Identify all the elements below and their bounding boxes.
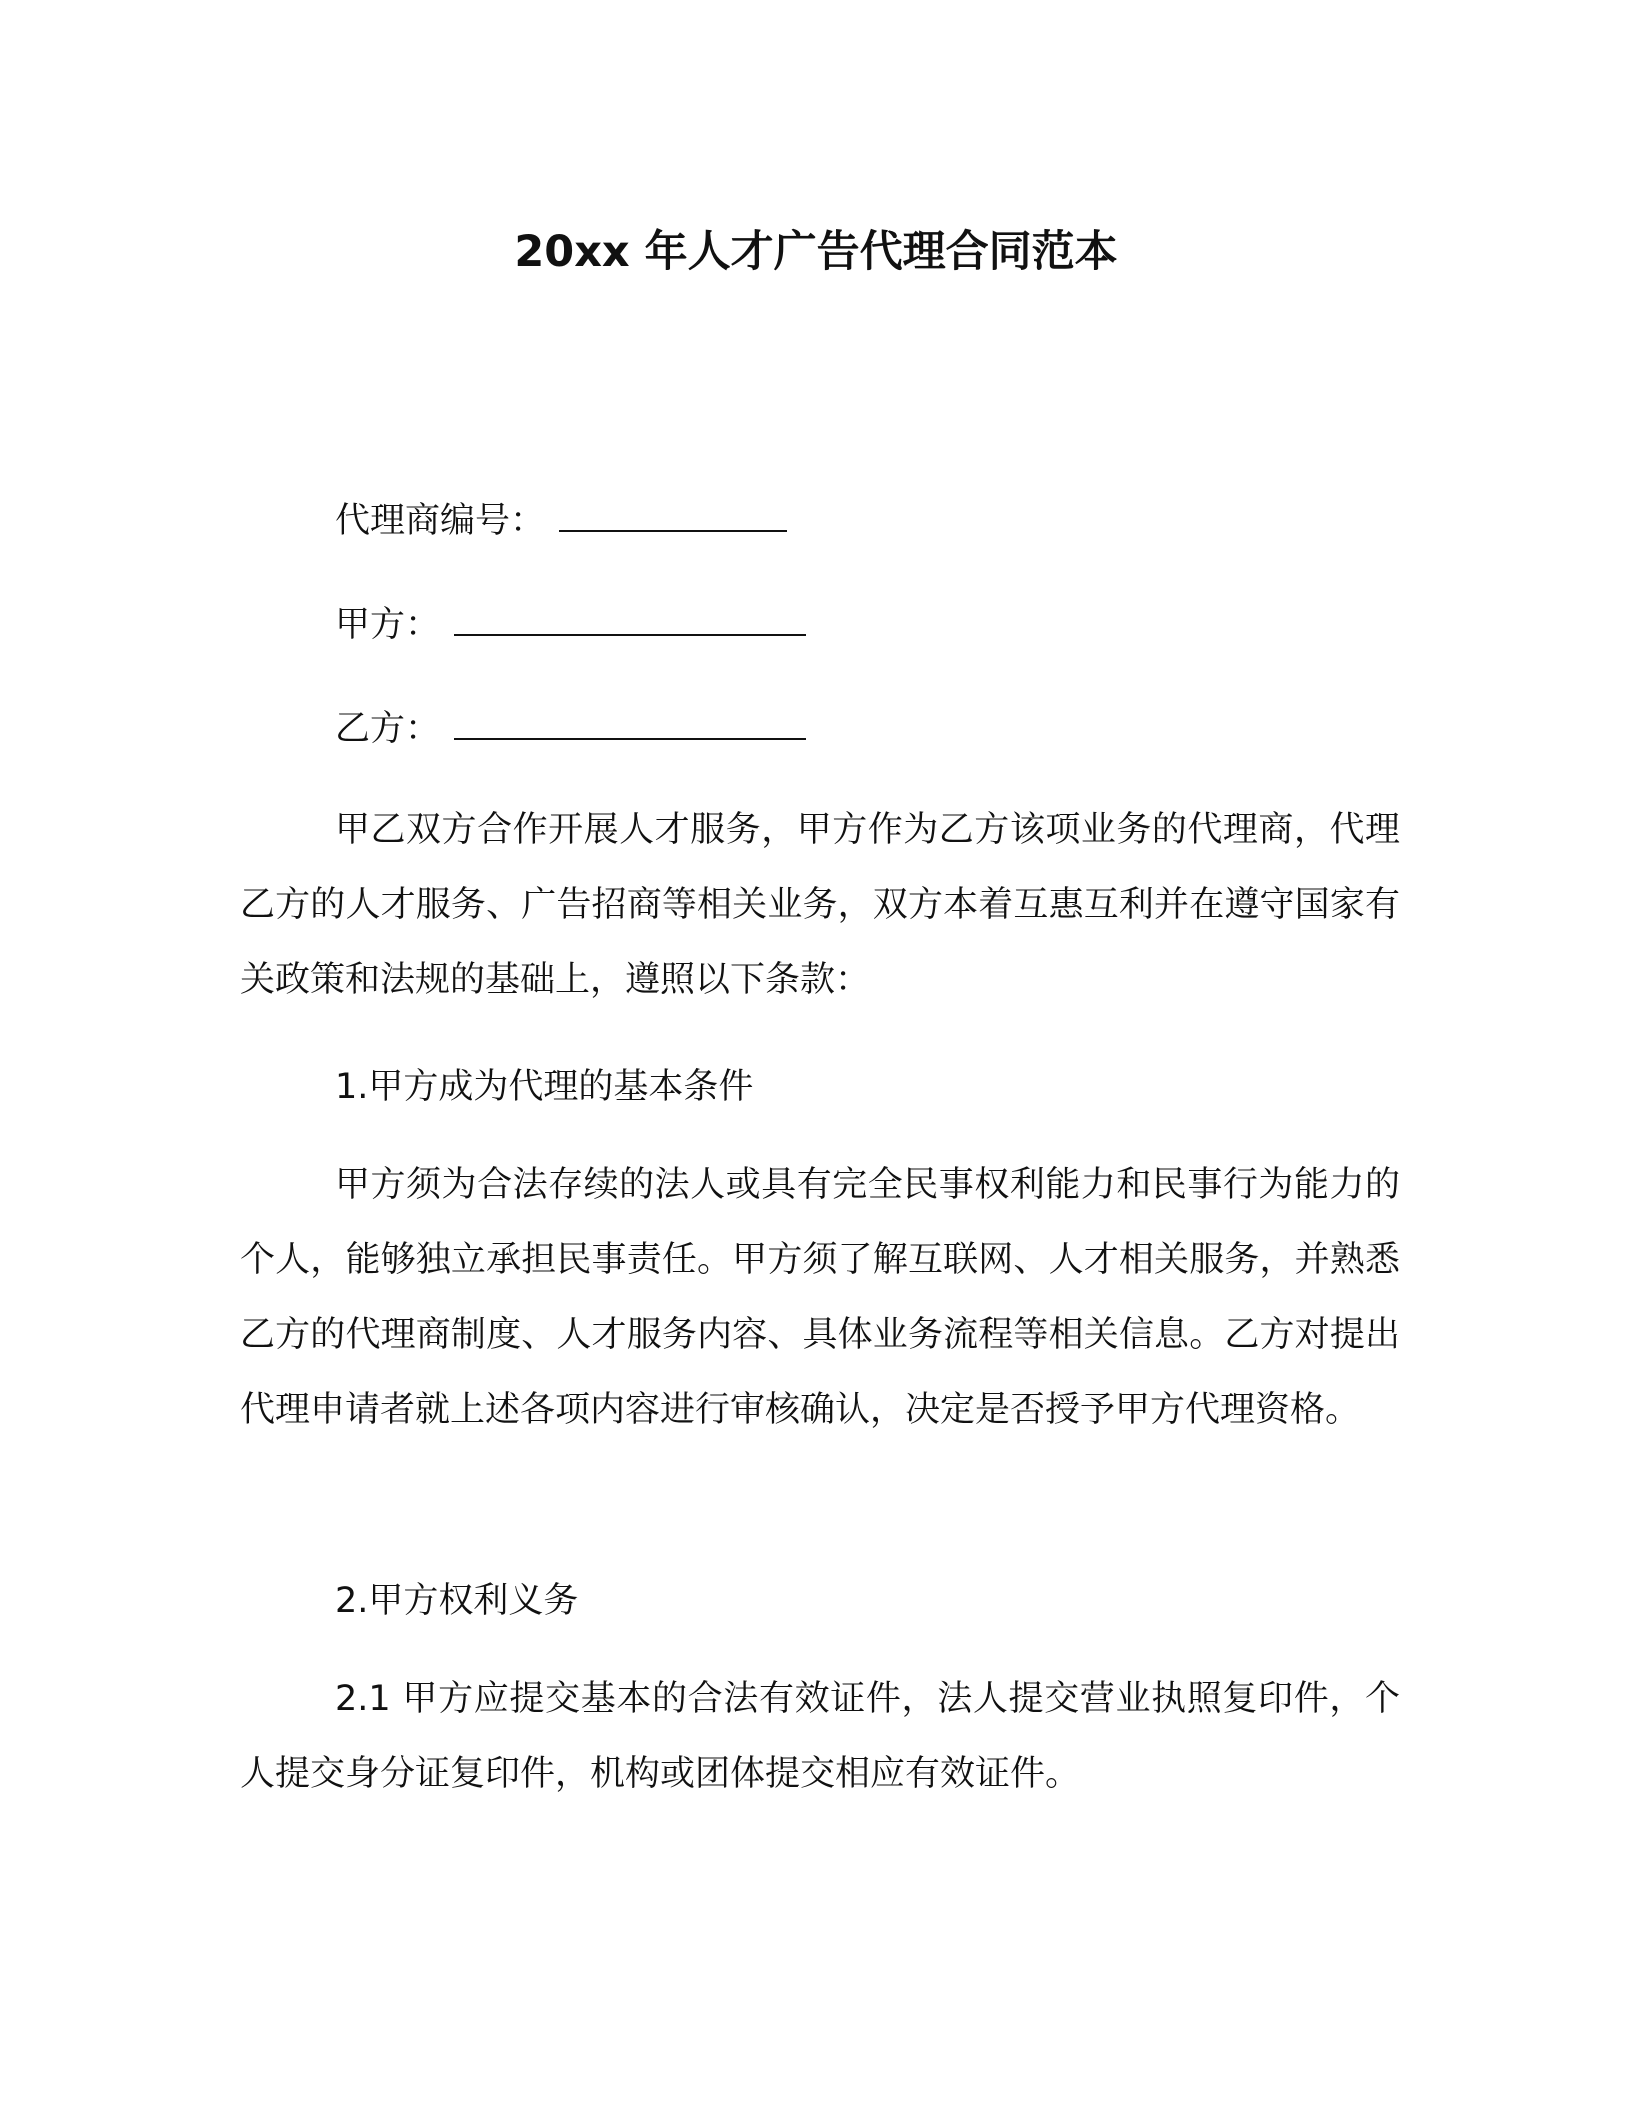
party-b-label: 乙方： — [335, 709, 441, 749]
agent-number-blank[interactable] — [559, 500, 787, 532]
party-b-blank[interactable] — [454, 708, 806, 740]
document-title: 20xx 年人才广告代理合同范本 — [514, 227, 1118, 277]
party-a-blank[interactable] — [454, 604, 806, 636]
agent-number-label: 代理商编号： — [335, 501, 546, 541]
section-1-body: 甲方须为合法存续的法人或具有完全民事权利能力和民事行为能力的个人，能够独立承担民事责任。甲方须了解互联网、人才相关服务，并熟悉乙方的代理商制度、人才服务内容、具体业务流程等相关信息。乙方对提出代理申请者就上述各项内容进行审核确认，决定是否授予甲方代理资格。 — [240, 1165, 1400, 1430]
party-a-field — [335, 600, 806, 650]
section-2-heading: 2.甲方权利义务 — [335, 1581, 579, 1621]
agent-number-field — [335, 496, 787, 546]
party-b-field — [335, 704, 806, 754]
section-2-1-paragraph: 2.1 甲方应提交基本的合法有效证件，法人提交营业执照复印件，个人提交身分证复印件，机构或团体提交相应有效证件。 — [240, 1679, 1400, 1794]
intro-paragraph: 甲乙双方合作开展人才服务，甲方作为乙方该项业务的代理商，代理乙方的人才服务、广告招商等相关业务，双方本着互惠互利并在遵守国家有关政策和法规的基础上，遵照以下条款： — [240, 810, 1400, 1000]
section-1-heading: 1.甲方成为代理的基本条件 — [335, 1067, 754, 1107]
party-a-label: 甲方： — [335, 605, 441, 645]
